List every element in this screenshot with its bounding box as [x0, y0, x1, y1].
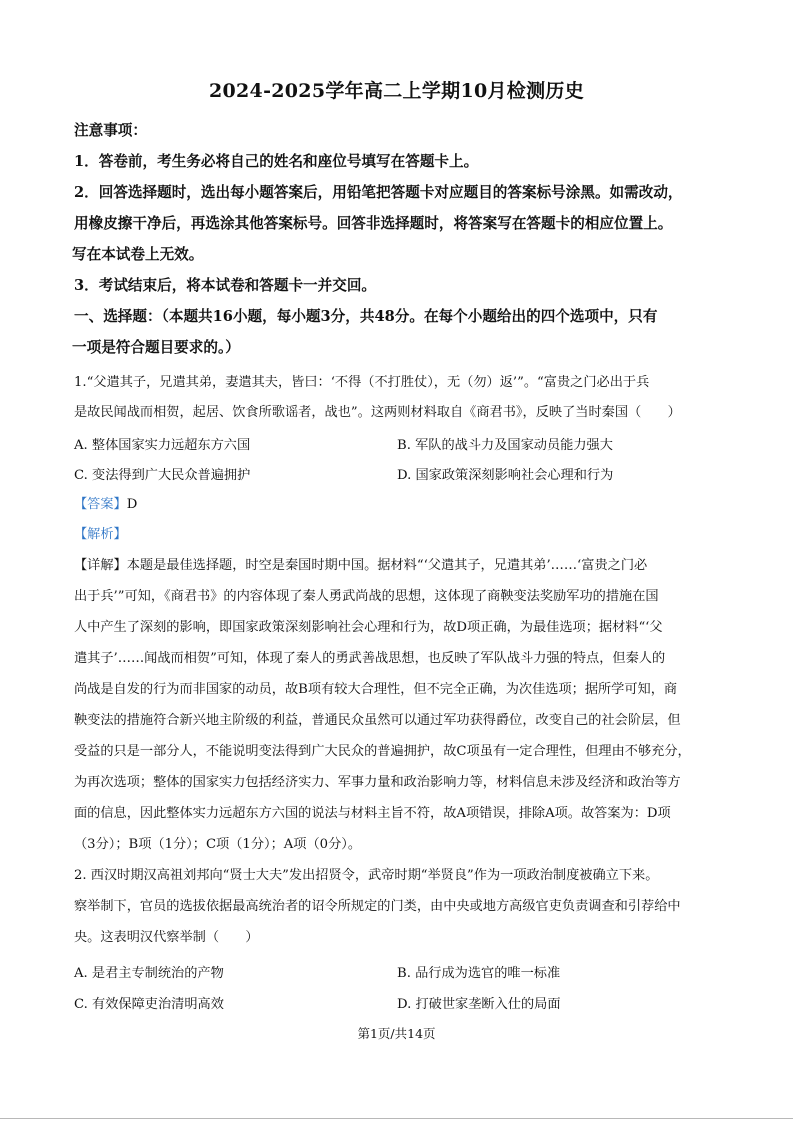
- detail-text: 本题是最佳选择题，时空是秦国时期中国。据材料“‘父遣其子，兄遣其弟’……‘富贵之门必: [126, 558, 648, 573]
- q1-detail-line-3: 人中产生了深刻的影响，即国家政策深刻影响社会心理和行为，故D项正确，为最佳选项；据材料“‘父: [74, 620, 663, 635]
- section-heading-line-2: 一项是符合题目要求的。）: [72, 339, 240, 356]
- notice-item-1: 1．答卷前，考生务必将自己的姓名和座位号填写在答题卡上。: [74, 153, 479, 170]
- page-title: 2024-2025学年高二上学期10月检测历史: [209, 80, 584, 102]
- q1-detail-line-6: 鞅变法的措施符合新兴地主阶级的利益，普通民众虽然可以通过军功获得爵位，改变自己的社会阶层，但: [74, 713, 681, 728]
- q1-detail-line-8: 为再次选项；整体的国家实力包括经济实力、军事力量和政治影响力等，材料信息未涉及经济和政治等方: [74, 775, 681, 790]
- page-number: 第1页/共14页: [357, 1026, 436, 1041]
- q1-analysis-tag: 【解析】: [74, 527, 127, 542]
- q1-detail-line-4: 遣其子’……闻战而相贺”可知，体现了秦人的勇武善战思想，也反映了军队战斗力强的特点，但秦人的: [74, 651, 666, 666]
- notice-heading: 注意事项：: [74, 122, 147, 139]
- q2-option-b: B. 品行成为选官的唯一标准: [397, 966, 561, 981]
- notice-item-2-line-1: 2．回答选择题时，选出每小题答案后，用铅笔把答题卡对应题目的答案标号涂黑。如需改动，: [74, 184, 683, 201]
- q2-option-d: D. 打破世家垄断入仕的局面: [397, 997, 561, 1012]
- notice-item-3: 3．考试结束后，将本试卷和答题卡一并交回。: [74, 277, 377, 294]
- q2-stem-line-3: 央。这表明汉代察举制（ ）: [74, 930, 259, 945]
- bottom-divider: [0, 1118, 793, 1119]
- section-heading-line-1: 一、选择题：（本题共16小题，每小题3分，共48分。在每个小题给出的四个选项中，只有: [74, 308, 658, 325]
- q2-option-c: C. 有效保障吏治清明高效: [74, 997, 224, 1012]
- q1-detail-line-1: [74, 557, 724, 575]
- q1-detail-line-7: 受益的只是一部分人，不能说明变法得到广大民众的普遍拥护，故C项虽有一定合理性，但理由不够充分，: [74, 744, 691, 759]
- answer-tag: 【答案】: [74, 497, 127, 512]
- q1-option-d: D. 国家政策深刻影响社会心理和行为: [397, 468, 614, 483]
- q2-stem-line-1: 2. 西汉时期汉高祖刘邦向“贤士大夫”发出招贤令，武帝时期“举贤良”作为一项政治制度被确立下来。: [74, 868, 659, 883]
- answer-value: D: [126, 497, 138, 512]
- q1-option-c: C. 变法得到广大民众普遍拥护: [74, 468, 251, 483]
- q1-detail-line-5: 尚战是自发的行为而非国家的动员，故B项有较大合理性，但不完全正确，为次佳选项；据所学可知，商: [74, 682, 678, 697]
- notice-item-2-line-3: 写在本试卷上无效。: [72, 246, 204, 263]
- q1-detail-line-2: 出于兵’”可知，《商君书》的内容体现了秦人勇武尚战的思想，这体现了商鞅变法奖励军功的措施在国: [74, 589, 659, 604]
- q2-stem-line-2: 察举制下，官员的选拔依据最高统治者的诏令所规定的门类，由中央或地方高级官吏负责调查和引荐给中: [74, 899, 681, 914]
- q1-option-a: A. 整体国家实力远超东方六国: [74, 438, 251, 453]
- q1-detail-line-10: （3分）；B项（1分）；C项（1分）；A项（0分）。: [74, 837, 362, 852]
- q1-detail-line-9: 面的信息，因此整体实力远超东方六国的说法与材料主旨不符，故A项错误，排除A项。故答案为：D项: [74, 806, 671, 821]
- q1-answer: [74, 496, 724, 514]
- q1-stem-line-2: 是故民闻战而相贺，起居、饮食所歌谣者，战也”。这两则材料取自《商君书》，反映了当时秦国（ ）: [74, 405, 681, 420]
- q1-option-b: B. 军队的战斗力及国家动员能力强大: [397, 438, 613, 453]
- detail-tag: 【详解】: [74, 558, 127, 573]
- notice-item-2-line-2: 用橡皮擦干净后，再选涂其他答案标号。回答非选择题时，将答案写在答题卡的相应位置上。: [74, 215, 673, 232]
- q2-option-a: A. 是君主专制统治的产物: [74, 966, 224, 981]
- q1-stem-line-1: 1.“父遣其子，兄遣其弟，妻遣其夫，皆曰：‘不得（不打胜仗），无（勿）返’”。“富贵之门必出于兵: [74, 375, 650, 390]
